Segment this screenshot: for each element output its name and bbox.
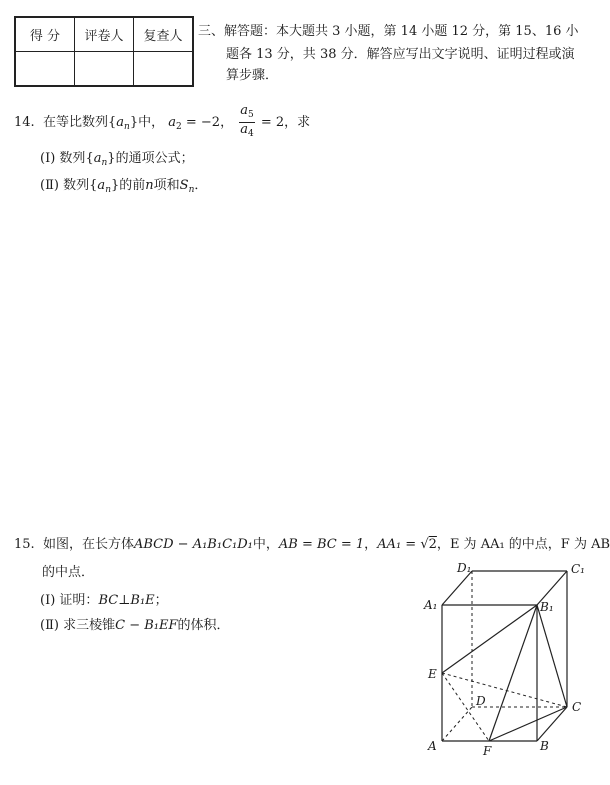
hidden-edge-a-d bbox=[442, 707, 472, 741]
q14-prefix: 在等比数列 bbox=[42, 115, 108, 130]
section-header-line1: 三、解答题：本大题共 3 小题，第 14 小题 12 分，第 15、16 小 bbox=[198, 24, 579, 39]
segment-e-b1 bbox=[442, 605, 537, 673]
q15-part1-expr: BC⊥B₁E bbox=[98, 593, 155, 608]
q14-part1-n: n bbox=[101, 158, 108, 168]
q15-number: 15. bbox=[14, 537, 35, 552]
q14-part1-pre: 数列 bbox=[59, 151, 86, 166]
q14-number: 14. bbox=[14, 115, 35, 130]
q14-part2-text: 项和 bbox=[153, 178, 180, 193]
q15-part1-label: (Ⅰ) bbox=[40, 593, 56, 608]
q15-part1-end: ； bbox=[154, 593, 168, 608]
hidden-segment-e-c bbox=[442, 673, 567, 707]
label-C: C bbox=[572, 700, 582, 714]
score-header-defen: 得 分 bbox=[15, 17, 75, 52]
edge-a1-d1 bbox=[442, 571, 472, 605]
segment-f-c bbox=[489, 707, 567, 741]
q14-part2-end: ． bbox=[194, 178, 208, 193]
score-header-pingjuanren: 评卷人 bbox=[75, 17, 134, 52]
q14-part1-a: a bbox=[93, 151, 102, 166]
q14-frac-num-sub: 5 bbox=[247, 110, 254, 120]
q15-e-text: E 为 AA₁ 的中点，F 为 AB bbox=[449, 537, 610, 552]
q14-mid: 中， bbox=[138, 115, 165, 130]
q14-frac-den-a: a bbox=[240, 122, 248, 137]
q15-dash: − bbox=[173, 537, 193, 552]
q15-sqrt-val: 2 bbox=[428, 537, 437, 552]
q15-part2-text: 求三棱锥 bbox=[63, 618, 116, 633]
q15-stem: 15. 如图，在长方体ABCD − A₁B₁C₁D₁中，AB = BC = 1，AA₁ = √2，E 为 AA₁ 的中点，F 为 AB bbox=[14, 537, 610, 552]
label-E: E bbox=[428, 667, 437, 681]
label-B: B bbox=[540, 739, 549, 753]
q14-part2-S-n: n bbox=[188, 185, 195, 195]
q15-eq1: AB = BC = 1 bbox=[278, 537, 365, 552]
q14-seq-n: n bbox=[124, 122, 130, 132]
q14-frac-den-sub: 4 bbox=[247, 129, 254, 139]
q15-box: ABCD bbox=[133, 537, 174, 552]
q15-comma2: ， bbox=[436, 537, 450, 552]
segment-b1-c bbox=[537, 605, 567, 707]
q14-part2-pre: 数列 bbox=[63, 178, 90, 193]
label-A: A bbox=[428, 739, 437, 753]
q14-a2-eq: = −2， bbox=[181, 115, 234, 130]
q14-part1-label: (Ⅰ) bbox=[40, 151, 56, 166]
q14-frac-num-a: a bbox=[240, 103, 248, 118]
q14-part2-label: (Ⅱ) bbox=[40, 178, 59, 193]
label-C1: C₁ bbox=[571, 562, 585, 576]
q14-part2-S: S bbox=[179, 178, 189, 193]
label-B1: B₁ bbox=[540, 600, 554, 614]
score-header-fuchaen: 复查人 bbox=[134, 17, 194, 52]
q15-aa1: AA₁ = bbox=[377, 537, 421, 552]
q15-comma1: ， bbox=[364, 537, 378, 552]
q14-part2-n: n bbox=[105, 185, 111, 195]
label-D1: D₁ bbox=[457, 561, 472, 575]
q14-seq-a: a bbox=[116, 115, 125, 130]
q14-part2-open: { bbox=[89, 178, 98, 193]
q14-part1-open: { bbox=[85, 151, 94, 166]
q14-part2-mid: 的前 bbox=[119, 178, 146, 193]
section-header-line2: 题各 13 分，共 38 分．解答应写出文字说明、证明过程或演 bbox=[226, 47, 575, 62]
q15-part2-label: (Ⅱ) bbox=[40, 618, 59, 633]
q15-line2: 的中点． bbox=[42, 565, 95, 580]
q15-part1-text: 证明： bbox=[59, 593, 99, 608]
segment-b1-f bbox=[489, 605, 537, 741]
q15-part2-expr: C − B₁EF bbox=[115, 618, 178, 633]
edge-b-c bbox=[537, 707, 567, 741]
q14-part1-post: 的通项公式； bbox=[115, 151, 194, 166]
label-F: F bbox=[483, 744, 492, 758]
q14-part1-close: } bbox=[107, 151, 116, 166]
label-A1: A₁ bbox=[424, 598, 438, 612]
label-D: D bbox=[476, 694, 486, 708]
q15-text2: 中， bbox=[252, 537, 279, 552]
q14-a2-a: a bbox=[168, 115, 177, 130]
q14-part2-close: } bbox=[110, 178, 120, 193]
q15-top-face: A₁B₁C₁D₁ bbox=[192, 537, 253, 552]
section-header-line3: 算步骤． bbox=[226, 68, 279, 83]
q14-part2-a: a bbox=[97, 178, 106, 193]
q15-part2-end: 的体积． bbox=[177, 618, 230, 633]
q14-set-close: } bbox=[129, 115, 139, 130]
q14-part2-n-var: n bbox=[145, 178, 154, 193]
q14-frac-eq: = 2，求 bbox=[256, 115, 311, 130]
q14-a2-sub: 2 bbox=[176, 122, 182, 132]
q15-text1: 如图，在长方体 bbox=[42, 537, 134, 552]
q14-set-open: { bbox=[107, 115, 117, 130]
